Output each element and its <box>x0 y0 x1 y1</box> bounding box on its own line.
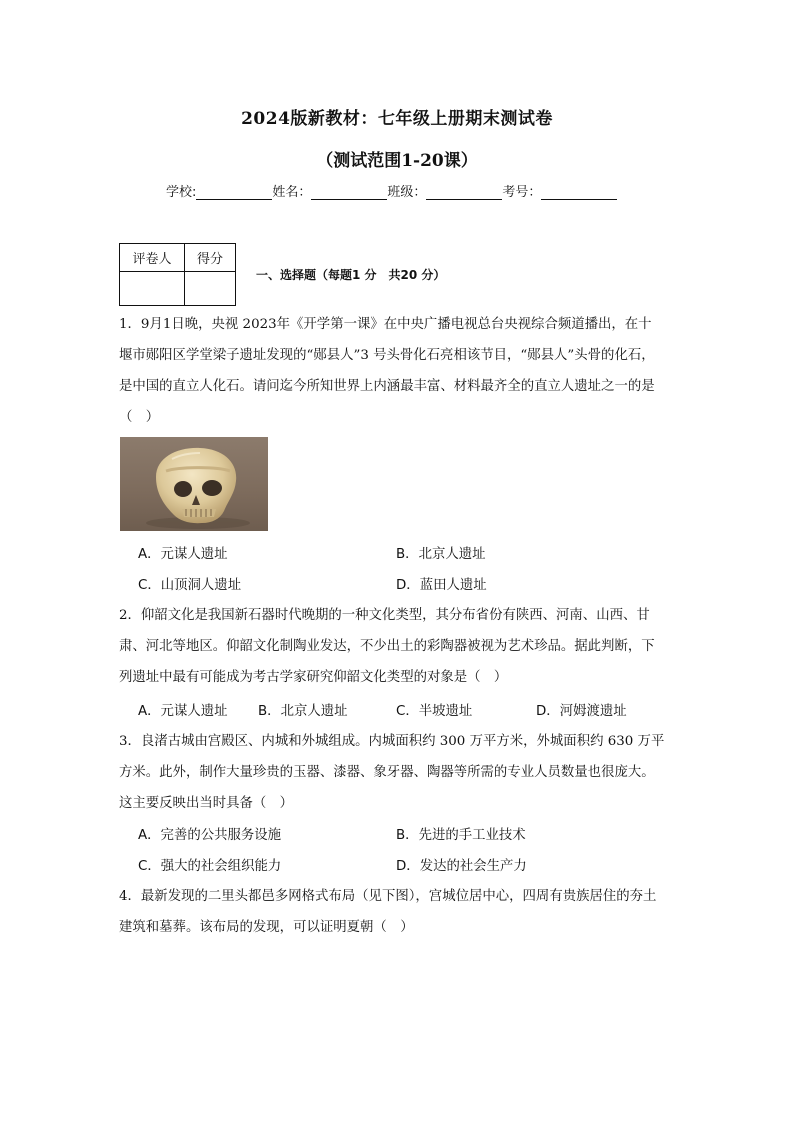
q3-option-a[interactable]: A．完善的公共服务设施 <box>138 828 282 843</box>
school-blank[interactable] <box>196 185 272 200</box>
question-1-line-4: （ ） <box>119 410 160 425</box>
class-blank[interactable] <box>426 185 502 200</box>
exam-subtitle: （测试范围1-20课） <box>316 151 478 171</box>
score-table <box>119 243 236 306</box>
q1-option-a[interactable]: A．元谋人遗址 <box>138 547 228 562</box>
school-label: 学校: <box>166 185 197 200</box>
student-info-line <box>166 181 617 200</box>
question-1-line-3: 是中国的直立人化石。请问迄今所知世界上内涵最丰富、材料最齐全的直立人遗址之一的是 <box>119 379 655 394</box>
q3-option-b[interactable]: B．先进的手工业技术 <box>396 828 526 843</box>
q2-option-c[interactable]: C．半坡遗址 <box>396 704 473 719</box>
q3-option-d[interactable]: D．发达的社会生产力 <box>396 859 527 874</box>
question-2-line-3: 列遗址中最有可能成为考古学家研究仰韶文化类型的对象是（ ） <box>119 670 508 685</box>
grader-header: 评卷人 <box>120 244 185 272</box>
grader-cell[interactable] <box>120 272 185 306</box>
question-2-line-2: 肃、河北等地区。仰韶文化制陶业发达，不少出土的彩陶器被视为艺术珍品。据此判断，下 <box>119 639 655 654</box>
question-1-stem <box>119 309 679 433</box>
question-4-line-1: 4．最新发现的二里头都邑多网格式布局（见下图），宫城位居中心，四周有贵族居住的夯土 <box>119 889 657 904</box>
question-2-line-1: 2．仰韶文化是我国新石器时代晚期的一种文化类型，其分布省份有陕西、河南、山西、甘 <box>119 608 650 623</box>
question-4-line-2: 建筑和墓葬。该布局的发现，可以证明夏朝（ ） <box>119 920 414 935</box>
exam-number-blank[interactable] <box>541 185 617 200</box>
exam-number-label: 考号： <box>502 185 542 200</box>
class-label: 班级： <box>387 185 427 200</box>
q2-option-a[interactable]: A．元谋人遗址 <box>138 704 228 719</box>
question-3-line-3: 这主要反映出当时具备（ ） <box>119 796 294 811</box>
question-3-stem <box>119 726 679 819</box>
question-3-line-2: 方米。此外，制作大量珍贵的玉器、漆器、象牙器、陶器等所需的专业人员数量也很庞大。 <box>119 765 655 780</box>
question-4-stem <box>119 881 679 943</box>
name-label: 姓名： <box>272 185 312 200</box>
q2-option-d[interactable]: D．河姆渡遗址 <box>536 704 627 719</box>
question-1-line-2: 堰市郧阳区学堂梁子遗址发现的“郧县人”3 号头骨化石亮相该节目，“郧县人”头骨的化石， <box>119 348 655 363</box>
q3-option-c[interactable]: C．强大的社会组织能力 <box>138 859 282 874</box>
section-heading: 一、选择题（每题1 分 共20 分） <box>256 268 446 282</box>
exam-title: 2024版新教材：七年级上册期末测试卷 <box>241 109 553 129</box>
score-header: 得分 <box>185 244 236 272</box>
q1-option-c[interactable]: C．山顶洞人遗址 <box>138 578 242 593</box>
q1-option-b[interactable]: B．北京人遗址 <box>396 547 486 562</box>
name-blank[interactable] <box>311 185 387 200</box>
question-2-stem <box>119 600 679 693</box>
question-1-line-1: 1．9月1日晚，央视 2023年《开学第一课》在中央广播电视总台央视综合频道播出，在十 <box>119 317 652 332</box>
score-cell[interactable] <box>185 272 236 306</box>
question-3-line-1: 3．良渚古城由宫殿区、内城和外城组成。内城面积约 300 万平方米，外城面积约 630 万平 <box>119 734 665 749</box>
skull-icon <box>120 437 268 531</box>
q1-option-d[interactable]: D．蓝田人遗址 <box>396 578 487 593</box>
skull-fossil-image <box>120 437 268 531</box>
q2-option-b[interactable]: B．北京人遗址 <box>258 704 348 719</box>
